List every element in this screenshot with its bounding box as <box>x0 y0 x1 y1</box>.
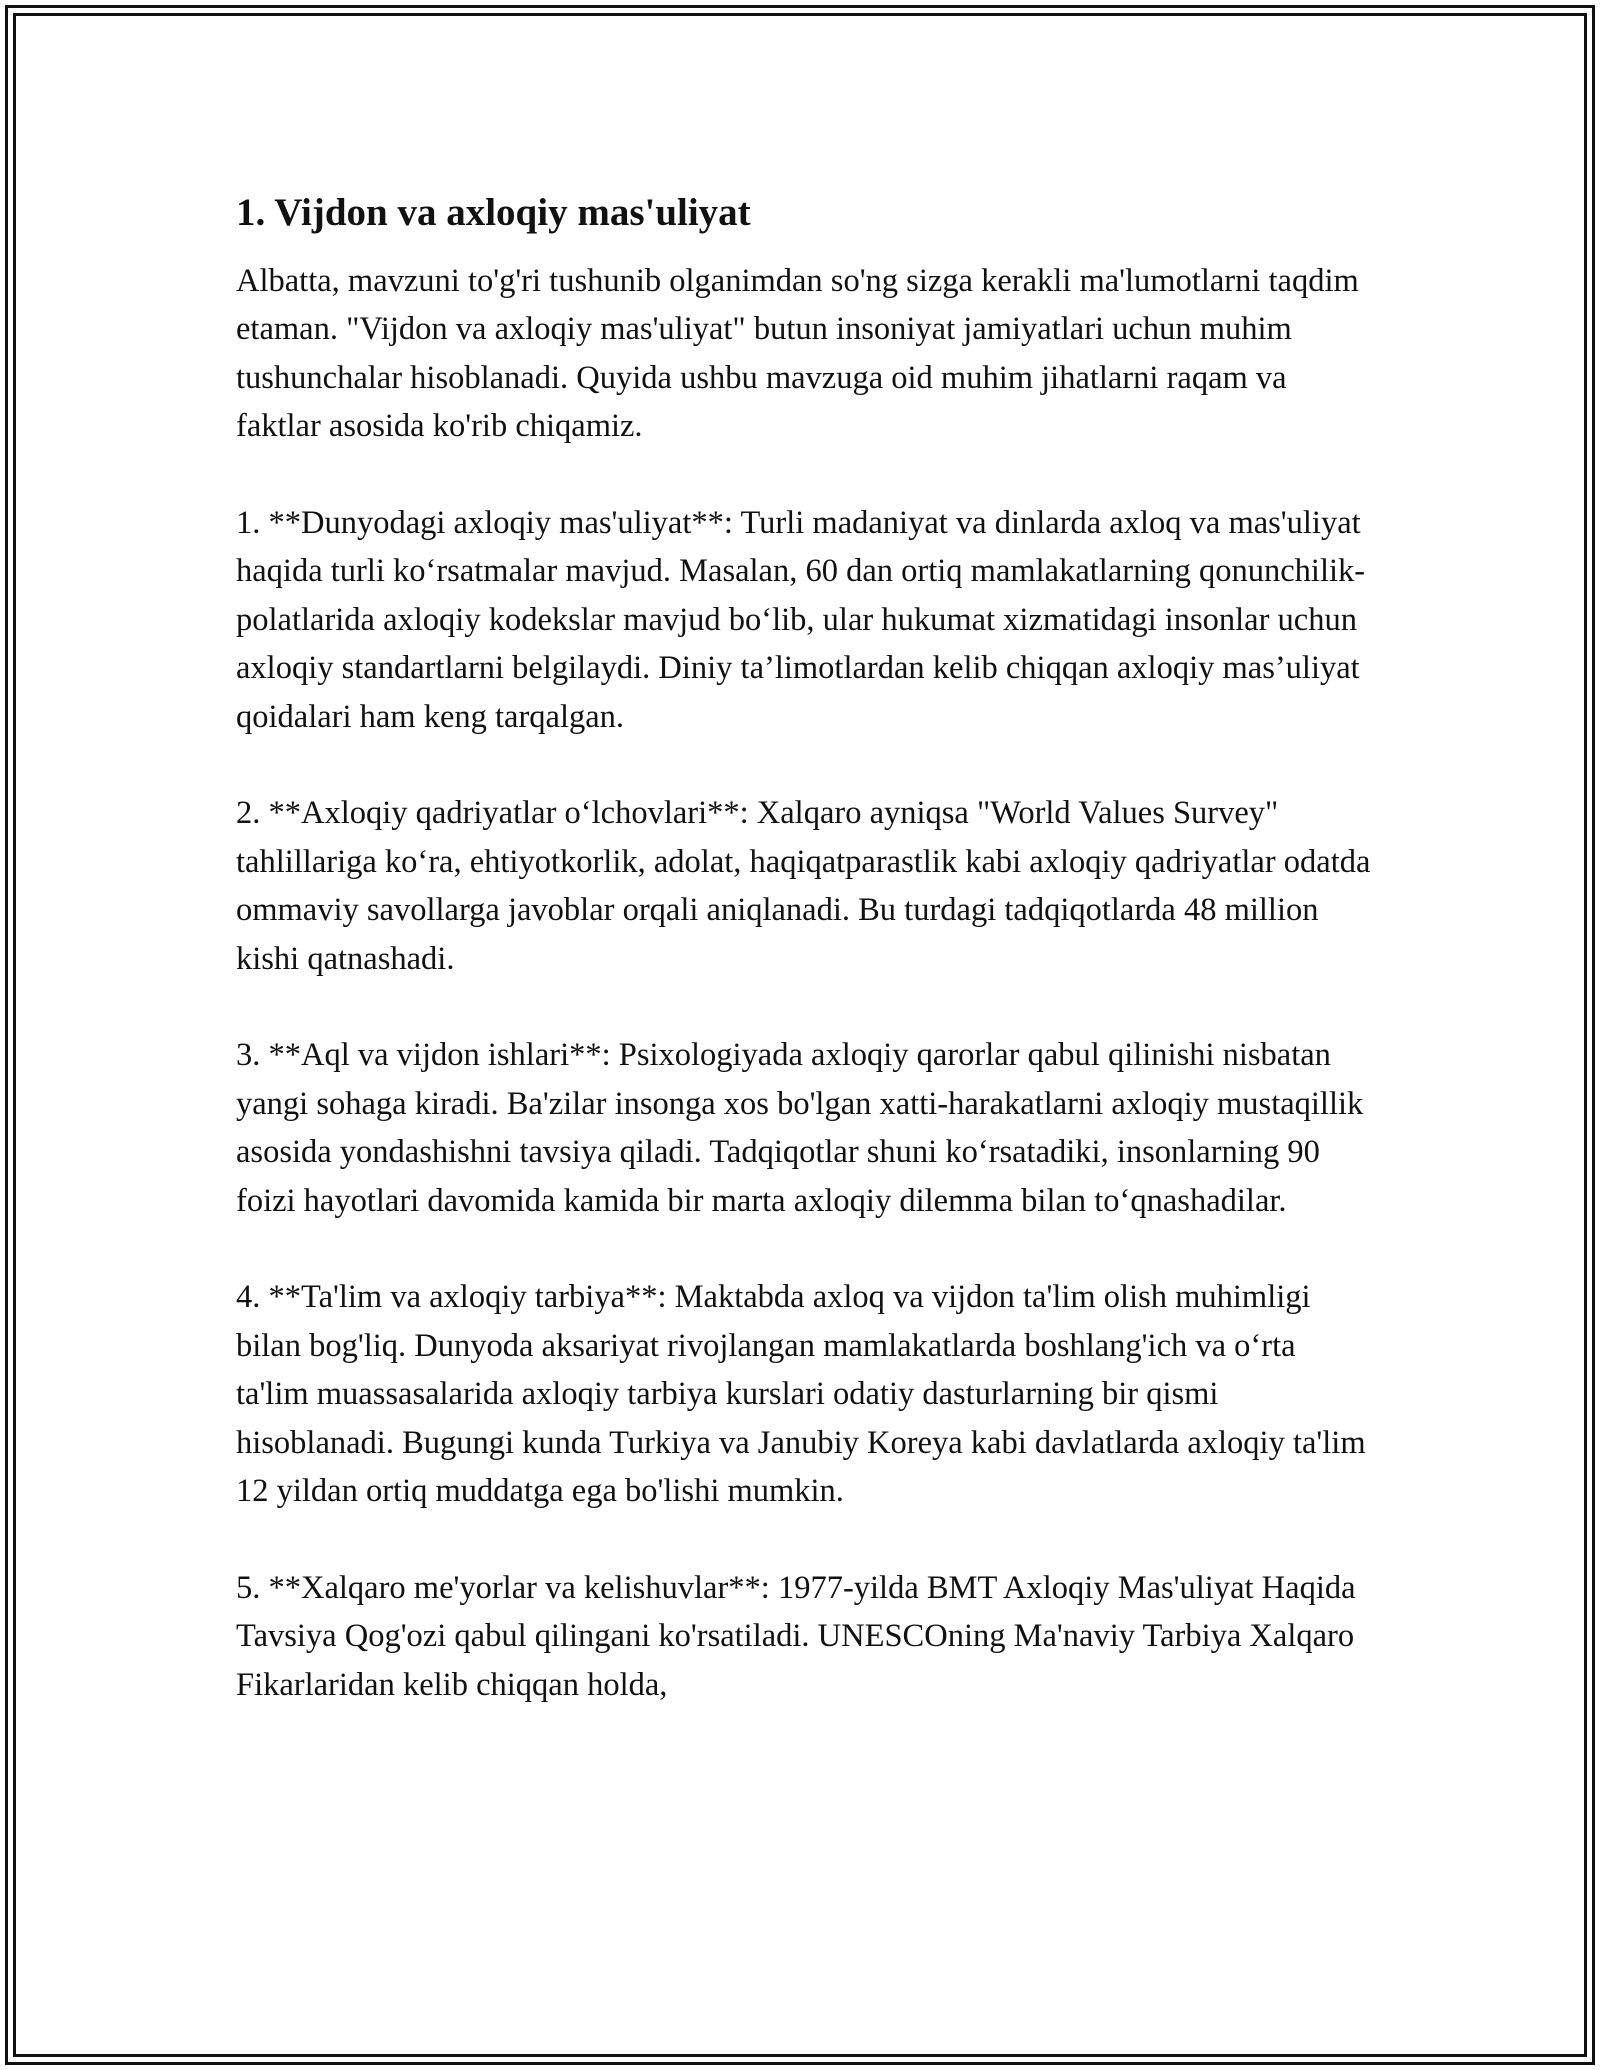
point-2-paragraph: 2. **Axloqiy qadriyatlar o‘lchovlari**: Xalqaro ayniqsa "World Values Survey" tahlillariga ko‘ra, ehtiyotkorlik, adolat, haqiqatparastlik kabi axloqiy qadriyatlar odatda ommaviy savollarga javoblar orqali aniqlanadi. Bu turdagi tadqiqotlarda 48 million kishi qatnashadi. <box>236 795 1371 977</box>
intro-paragraph: Albatta, mavzuni to'g'ri tushunib olganimdan so'ng sizga kerakli ma'lumotlarni taqdim etaman. "Vijdon va axloqiy mas'uliyat" butun insoniyat jamiyatlari uchun muhim tushunchalar hisoblanadi. Quyida ushbu mavzuga oid muhim jihatlarni raqam va faktlar asosida ko'rib chiqamiz. <box>236 263 1359 445</box>
document-body <box>236 185 1376 1709</box>
point-1-paragraph: 1. **Dunyodagi axloqiy mas'uliyat**: Turli madaniyat va dinlarda axloq va mas'uliyat haqida turli ko‘rsatmalar mavjud. Masalan, 60 dan ortiq mamlakatlarning qonunchilik-polatlarida axloqiy kodekslar mavjud bo‘lib, ular hukumat xizmatidagi insonlar uchun axloqiy standartlarni belgilaydi. Diniy ta’limotlardan kelib chiqqan axloqiy mas’uliyat qoidalari ham keng tarqalgan. <box>236 505 1366 735</box>
point-3-paragraph: 3. **Aql va vijdon ishlari**: Psixologiyada axloqiy qarorlar qabul qilinishi nisbatan yangi sohaga kiradi. Ba'zilar insonga xos bo'lgan xatti-harakatlarni axloqiy mustaqillik asosida yondashishni tavsiya qiladi. Tadqiqotlar shuni ko‘rsatadiki, insonlarning 90 foizi hayotlari davomida kamida bir marta axloqiy dilemma bilan to‘qnashadilar. <box>236 1037 1364 1219</box>
point-5-paragraph: 5. **Xalqaro me'yorlar va kelishuvlar**: 1977-yilda BMT Axloqiy Mas'uliyat Haqida Tavsiya Qog'ozi qabul qilingani ko'rsatiladi. UNESCOning Ma'naviy Tarbiya Xalqaro Fikarlaridan kelib chiqqan holda, <box>236 1569 1356 1703</box>
section-heading: 1. Vijdon va axloqiy mas'uliyat <box>236 191 751 234</box>
point-4-paragraph: 4. **Ta'lim va axloqiy tarbiya**: Maktabda axloq va vijdon ta'lim olish muhimligi bilan bog'liq. Dunyoda aksariyat rivojlangan mamlakatlarda boshlang'ich va o‘rta ta'lim muassasalarida axloqiy tarbiya kurslari odatiy dasturlarning bir qismi hisoblanadi. Bugungi kunda Turkiya va Janubiy Koreya kabi davlatlarda axloqiy ta'lim 12 yildan ortiq muddatga ega bo'lishi mumkin. <box>236 1279 1366 1510</box>
